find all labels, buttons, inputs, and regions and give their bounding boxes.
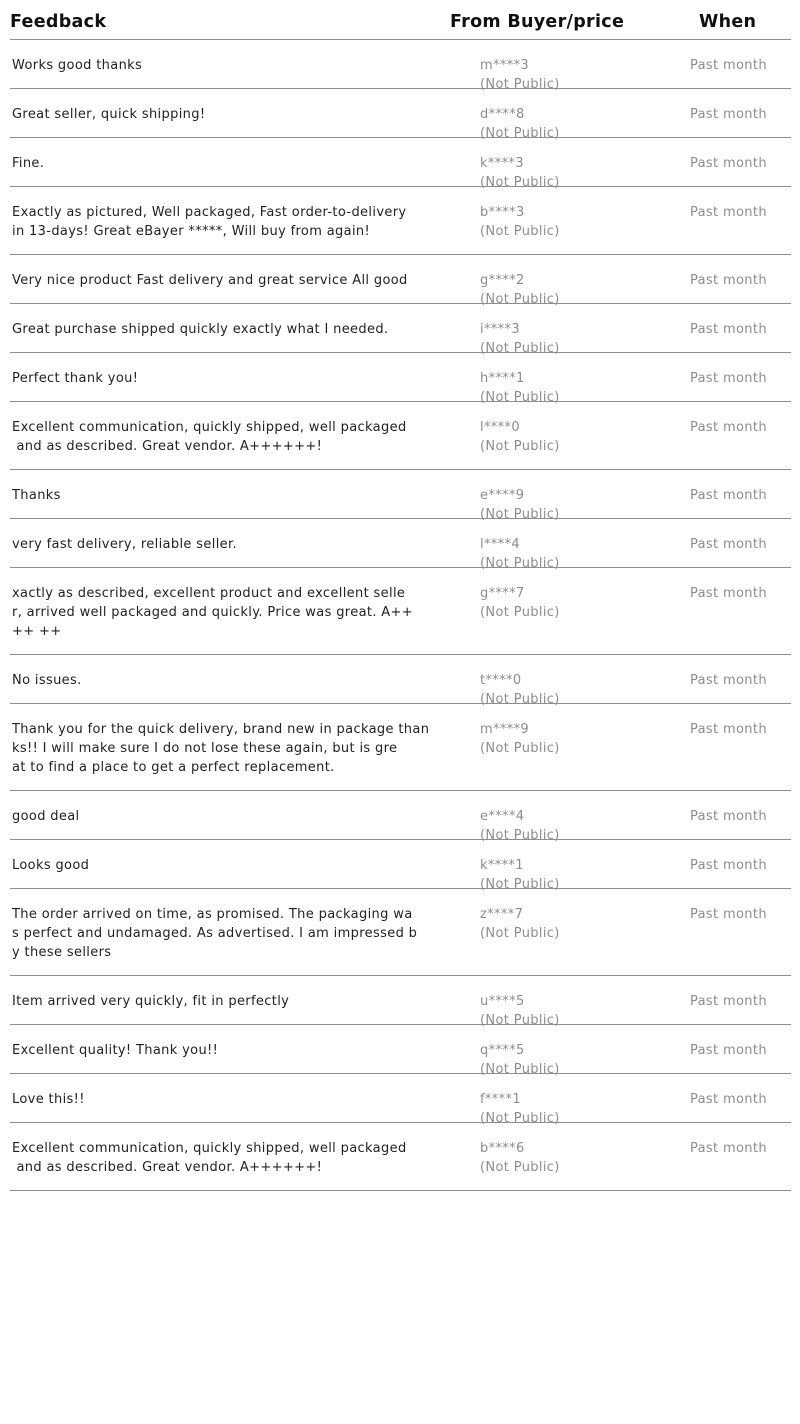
feedback-comment: Great purchase shipped quickly exactly what I needed. [12,322,389,337]
buyer-visibility: (Not Public) [480,1111,560,1126]
buyer-name: k****3 [480,156,524,171]
feedback-when: Past month [690,994,767,1009]
feedback-comment: Very nice product Fast delivery and great service All good [12,273,408,288]
buyer-visibility: (Not Public) [480,439,560,454]
buyer-visibility: (Not Public) [480,126,560,141]
buyer-visibility: (Not Public) [480,828,560,843]
buyer-visibility: (Not Public) [480,741,560,756]
feedback-when: Past month [690,537,767,552]
feedback-comment: Excellent communication, quickly shipped, well packaged and as described. Great vendor. A++++++! [12,420,407,454]
buyer-name: g****2 [480,273,525,288]
feedback-comment: Looks good [12,858,90,873]
feedback-when: Past month [690,58,767,73]
buyer-visibility: (Not Public) [480,1013,560,1028]
table-row [10,40,791,92]
table-row [10,655,791,707]
buyer-name: z****7 [480,907,524,922]
feedback-comment: Excellent quality! Thank you!! [12,1043,219,1058]
feedback-when: Past month [690,809,767,824]
table-row [10,470,791,522]
feedback-when: Past month [690,371,767,386]
feedback-comment: xactly as described, excellent product and excellent selle r, arrived well packaged and quickly. Price was great. A++ ++ ++ [12,586,414,639]
buyer-name: u****5 [480,994,525,1009]
feedback-comment: Perfect thank you! [12,371,139,386]
buyer-visibility: (Not Public) [480,1062,560,1077]
feedback-comment: The order arrived on time, as promised. The packaging wa s perfect and undamaged. As advertised. I am impressed b y these sellers [12,907,418,960]
table-row [10,138,791,190]
table-header [10,0,791,40]
feedback-comment: No issues. [12,673,82,688]
table-row [10,255,791,307]
buyer-visibility: (Not Public) [480,390,560,405]
table-row [10,304,791,356]
feedback-when: Past month [690,907,767,922]
feedback-comment: Thanks [12,488,61,503]
feedback-when: Past month [690,156,767,171]
buyer-visibility: (Not Public) [480,1160,560,1175]
feedback-when: Past month [690,858,767,873]
buyer-visibility: (Not Public) [480,507,560,522]
feedback-rows [10,40,791,1191]
buyer-name: i****3 [480,322,520,337]
buyer-info [480,905,560,943]
feedback-table [10,0,791,1191]
buyer-info [480,418,560,456]
buyer-visibility: (Not Public) [480,877,560,892]
buyer-visibility: (Not Public) [480,341,560,356]
buyer-name: d****8 [480,107,525,122]
table-row [10,791,791,843]
table-row [10,519,791,571]
header-buyer-price: From Buyer/price [450,12,625,32]
buyer-name: h****1 [480,371,525,386]
table-row [10,402,791,470]
buyer-visibility: (Not Public) [480,224,560,239]
buyer-name: k****1 [480,858,524,873]
feedback-when: Past month [690,420,767,435]
feedback-when: Past month [690,488,767,503]
feedback-when: Past month [690,722,767,737]
buyer-info [480,203,560,241]
feedback-comment: Great seller, quick shipping! [12,107,206,122]
buyer-visibility: (Not Public) [480,605,560,620]
feedback-comment: very fast delivery, reliable seller. [12,537,237,552]
feedback-comment: Works good thanks [12,58,143,73]
buyer-name: e****4 [480,809,525,824]
table-row [10,840,791,892]
feedback-when: Past month [690,322,767,337]
header-feedback: Feedback [10,12,107,32]
table-row [10,1025,791,1077]
buyer-name: b****6 [480,1141,525,1156]
buyer-info [480,584,560,622]
feedback-comment: Thank you for the quick delivery, brand new in package than ks!! I will make sure I do not lose these again, but is gre at to find a place to get a perfect replacement. [12,722,430,775]
buyer-info [480,720,560,758]
feedback-when: Past month [690,1092,767,1107]
buyer-info [480,1139,560,1177]
header-when: When [699,12,757,32]
feedback-comment: Excellent communication, quickly shipped, well packaged and as described. Great vendor. A++++++! [12,1141,407,1175]
table-row [10,353,791,405]
table-row [10,89,791,141]
buyer-visibility: (Not Public) [480,77,560,92]
buyer-name: l****4 [480,537,520,552]
table-row [10,976,791,1028]
feedback-comment: Exactly as pictured, Well packaged, Fast order-to-delivery in 13-days! Great eBayer *****, Will buy from again! [12,205,407,239]
feedback-comment: Item arrived very quickly, fit in perfectly [12,994,290,1009]
feedback-when: Past month [690,1141,767,1156]
feedback-comment: Fine. [12,156,45,171]
buyer-visibility: (Not Public) [480,692,560,707]
buyer-name: e****9 [480,488,525,503]
buyer-name: t****0 [480,673,522,688]
table-row [10,568,791,655]
feedback-when: Past month [690,205,767,220]
buyer-visibility: (Not Public) [480,556,560,571]
buyer-name: l****0 [480,420,520,435]
buyer-visibility: (Not Public) [480,292,560,307]
buyer-name: m****9 [480,722,530,737]
feedback-when: Past month [690,673,767,688]
buyer-name: b****3 [480,205,525,220]
table-row [10,889,791,976]
table-row [10,1074,791,1126]
feedback-when: Past month [690,107,767,122]
feedback-when: Past month [690,586,767,601]
table-row [10,1123,791,1191]
feedback-comment: Love this!! [12,1092,85,1107]
buyer-name: m****3 [480,58,530,73]
table-row [10,704,791,791]
table-row [10,187,791,255]
feedback-when: Past month [690,1043,767,1058]
buyer-name: f****1 [480,1092,521,1107]
buyer-visibility: (Not Public) [480,926,560,941]
feedback-comment: good deal [12,809,80,824]
feedback-when: Past month [690,273,767,288]
buyer-name: q****5 [480,1043,525,1058]
buyer-visibility: (Not Public) [480,175,560,190]
buyer-name: g****7 [480,586,525,601]
